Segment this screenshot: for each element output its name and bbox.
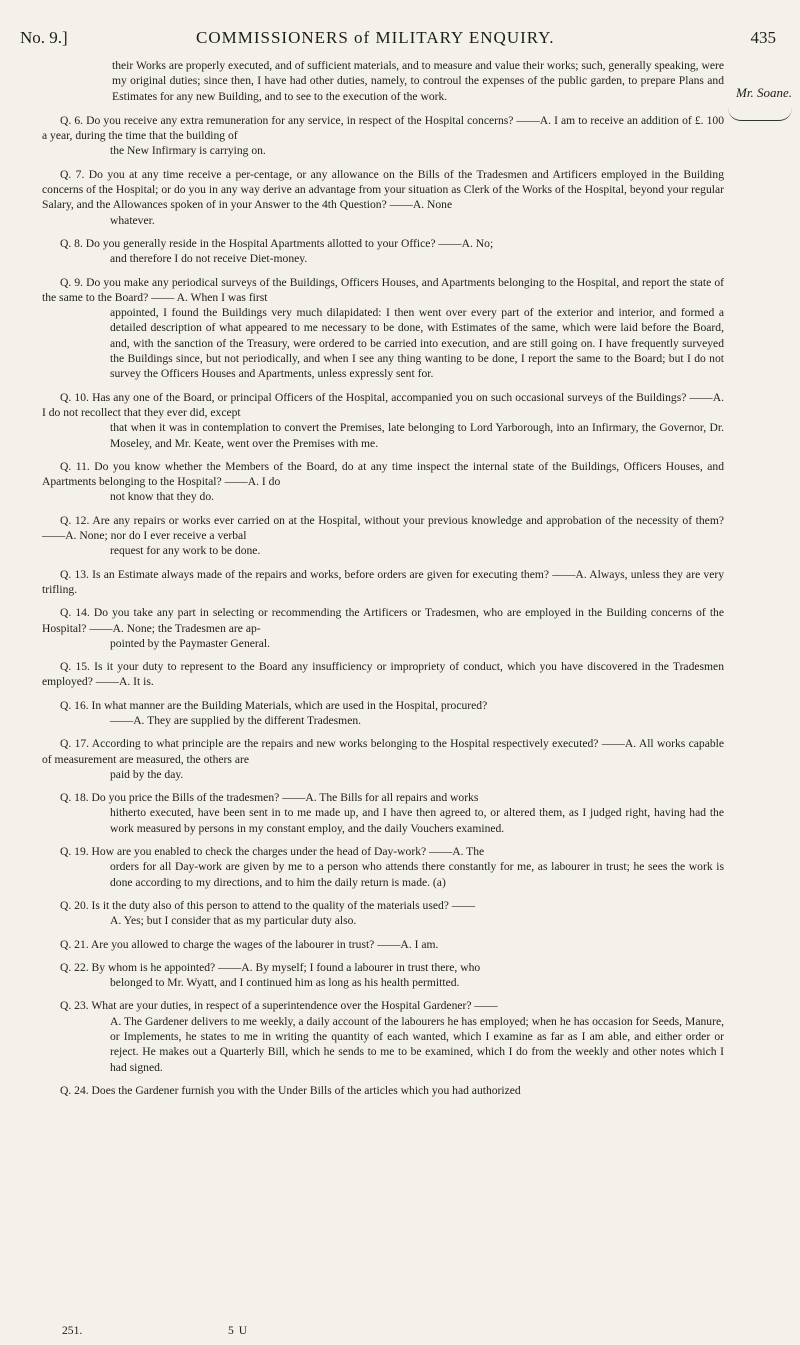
answer-text: and therefore I do not receive Diet-money. bbox=[110, 252, 308, 266]
qa-item bbox=[42, 390, 724, 451]
question-text: Q. 22. By whom is he appointed? ——A. By myself; I found a labourer in trust there, who bbox=[60, 960, 481, 974]
qa-item bbox=[42, 790, 724, 836]
answer-text: ——A. They are supplied by the different Tradesmen. bbox=[110, 713, 362, 727]
qa-item bbox=[42, 567, 724, 598]
qa-item bbox=[42, 844, 724, 890]
qa-item bbox=[42, 898, 724, 929]
question-text: Q. 15. Is it your duty to represent to the Board any insufficiency or impropriety of conduct, which you have discovered in the Tradesmen employed? ——A. It is. bbox=[42, 660, 724, 689]
question-text: Q. 8. Do you generally reside in the Hospital Apartments allotted to your Office? ——A. No; bbox=[60, 236, 494, 250]
answer-text: the New Infirmary is carrying on. bbox=[110, 144, 266, 158]
question-text: Q. 11. Do you know whether the Members of the Board, do at any time inspect the internal state of the Buildings, Officers Houses, and Apartments belonging to the Hospital? ——A. I do bbox=[42, 459, 724, 489]
footer-number: 251. bbox=[62, 1324, 83, 1337]
question-text: Q. 16. In what manner are the Building Materials, which are used in the Hospital, procured? bbox=[60, 698, 488, 712]
qa-item bbox=[42, 659, 724, 690]
question-text: Q. 13. Is an Estimate always made of the repairs and works, before orders are given for executing them? ——A. Always, unless they are very trifling. bbox=[42, 567, 724, 596]
question-text: Q. 19. How are you enabled to check the charges under the head of Day-work? ——A. The bbox=[60, 845, 485, 859]
answer-text: paid by the day. bbox=[110, 767, 184, 781]
answer-text: not know that they do. bbox=[110, 490, 215, 504]
answer-text: A. Yes; but I consider that as my particular duty also. bbox=[110, 914, 357, 928]
answer-text: pointed by the Paymaster General. bbox=[110, 636, 271, 650]
qa-item bbox=[42, 275, 724, 382]
question-text: Q. 18. Do you price the Bills of the tradesmen? ——A. The Bills for all repairs and works bbox=[60, 791, 479, 805]
question-text: Q. 10. Has any one of the Board, or principal Officers of the Hospital, accompanied you on such occasional surveys of the Buildings? ——A. I do not recollect that they ever did, except bbox=[42, 390, 724, 419]
question-text: Q. 14. Do you take any part in selecting or recommending the Artificers or Tradesmen, who are employed in the Building concerns of the Hospital? ——A. None; the Tradesmen are ap- bbox=[42, 606, 724, 635]
header-title: COMMISSIONERS of MILITARY ENQUIRY. bbox=[196, 28, 555, 47]
question-text: Q. 23. What are your duties, in respect of a superintendence over the Hospital Gardener? —— bbox=[60, 999, 498, 1013]
qa-item bbox=[42, 605, 724, 651]
question-text: Q. 17. According to what principle are the repairs and new works belonging to the Hospital respectively executed? ——A. All works capable of measurement are measured, the others are bbox=[42, 737, 724, 766]
qa-item bbox=[42, 937, 724, 952]
answer-text: whatever. bbox=[110, 213, 155, 227]
question-text: Q. 12. Are any repairs or works ever carried on at the Hospital, without your previous knowledge and approbation of the necessity of them? ——A. None; nor do I ever receive a verbal bbox=[42, 513, 724, 543]
answer-text: orders for all Day-work are given by me to a person who attends there constantly for me, as labourer in trust; he sees the work is done according to my directions, and to him the daily return is made. (a) bbox=[110, 860, 724, 889]
question-text: Q. 9. Do you make any periodical surveys of the Buildings, Officers Houses, and Apartments belonging to the Hospital, and report the state of the same to the Board? —— A. When I was first bbox=[42, 275, 724, 304]
page-header bbox=[20, 24, 776, 54]
qa-item bbox=[42, 698, 724, 729]
qa-item bbox=[42, 736, 724, 782]
margin-note: Mr. Soane. bbox=[736, 85, 792, 100]
qa-item bbox=[42, 513, 724, 559]
qa-item bbox=[42, 459, 724, 505]
question-text: Q. 24. Does the Gardener furnish you with the Under Bills of the articles which you had authorized bbox=[60, 1083, 521, 1097]
question-text: Q. 6. Do you receive any extra remuneration for any service, in respect of the Hospital concerns? ——A. I am to receive an addition of £. 100 a year, during the time that the building of bbox=[42, 113, 724, 143]
intro-paragraph: their Works are properly executed, and of sufficient materials, and to measure and value their works; such, generally speaking, were my original duties; since then, I have had other duties, namely, to controul the expenses of the public garden, to prepare Plans and Estimates for any new Building, and to see to the execution of the work. bbox=[112, 59, 724, 103]
question-text: Q. 21. Are you allowed to charge the wages of the labourer in trust? ——A. I am. bbox=[60, 937, 439, 951]
question-text: Q. 7. Do you at any time receive a per-centage, or any allowance on the Bills of the Tradesmen and Artificers employed in the Building concerns of the Hospital; or do you in any way derive an advantage from your situation as Clerk of the Works of the Hospital, beyond your regular Salary, and the Allowances spoken of in your Answer to the 4th Question? ——A. None bbox=[42, 167, 724, 212]
answer-text: belonged to Mr. Wyatt, and I continued him as long as his health permitted. bbox=[110, 976, 460, 990]
answer-text: that when it was in contemplation to convert the Premises, late belonging to Lord Yarborough, into an Infirmary, the Governor, Dr. Moseley, and Mr. Keate, went over the Premises with me. bbox=[110, 421, 724, 450]
header-number: No. 9.] bbox=[20, 28, 68, 47]
qa-item bbox=[42, 960, 724, 991]
answer-text: appointed, I found the Buildings very much dilapidated: I then went over every part of the exterior and interior, and formed a detailed description of what appeared to me necessary to be done, with Estimates of the same, which were laid before the Board, and, with the sanction of the Treasury, were ordered to be carried into execution, and are still going on. I have frequently surveyed the Buildings since, but not periodically, and when I see any thing wanting to be done, I report the same to the Board; but I do not survey the Officers Houses and Apartments, unless expressly sent for. bbox=[110, 306, 724, 381]
qa-item bbox=[42, 1083, 724, 1098]
footer-signature: 5 U bbox=[228, 1324, 249, 1337]
qa-item bbox=[42, 998, 724, 1074]
qa-item bbox=[42, 167, 724, 228]
document-body bbox=[42, 58, 724, 1106]
question-text: Q. 20. Is it the duty also of this person to attend to the quality of the materials used? —— bbox=[60, 898, 476, 912]
answer-text: request for any work to be done. bbox=[110, 544, 261, 558]
qa-item bbox=[42, 113, 724, 159]
answer-text: A. The Gardener delivers to me weekly, a daily account of the labourers he has employed; when he has occasion for Seeds, Manure, or Implements, he states to me in writing the quantity of each wanted, which I examine as far as I am able, and either order or reject. He makes out a Quarterly Bill, which he sends to me to be examined, which I do from the weekly and other notes which I had signed. bbox=[110, 1014, 724, 1074]
qa-item bbox=[42, 236, 724, 267]
qa-list bbox=[42, 113, 724, 1098]
page-number: 435 bbox=[750, 28, 776, 47]
margin-brace bbox=[728, 108, 792, 121]
answer-text: hitherto executed, have been sent in to me made up, and I have then agreed to, or altered them, as I judged right, having had the work measured by persons in my constant employ, and the daily Vouchers examined. bbox=[110, 806, 724, 835]
